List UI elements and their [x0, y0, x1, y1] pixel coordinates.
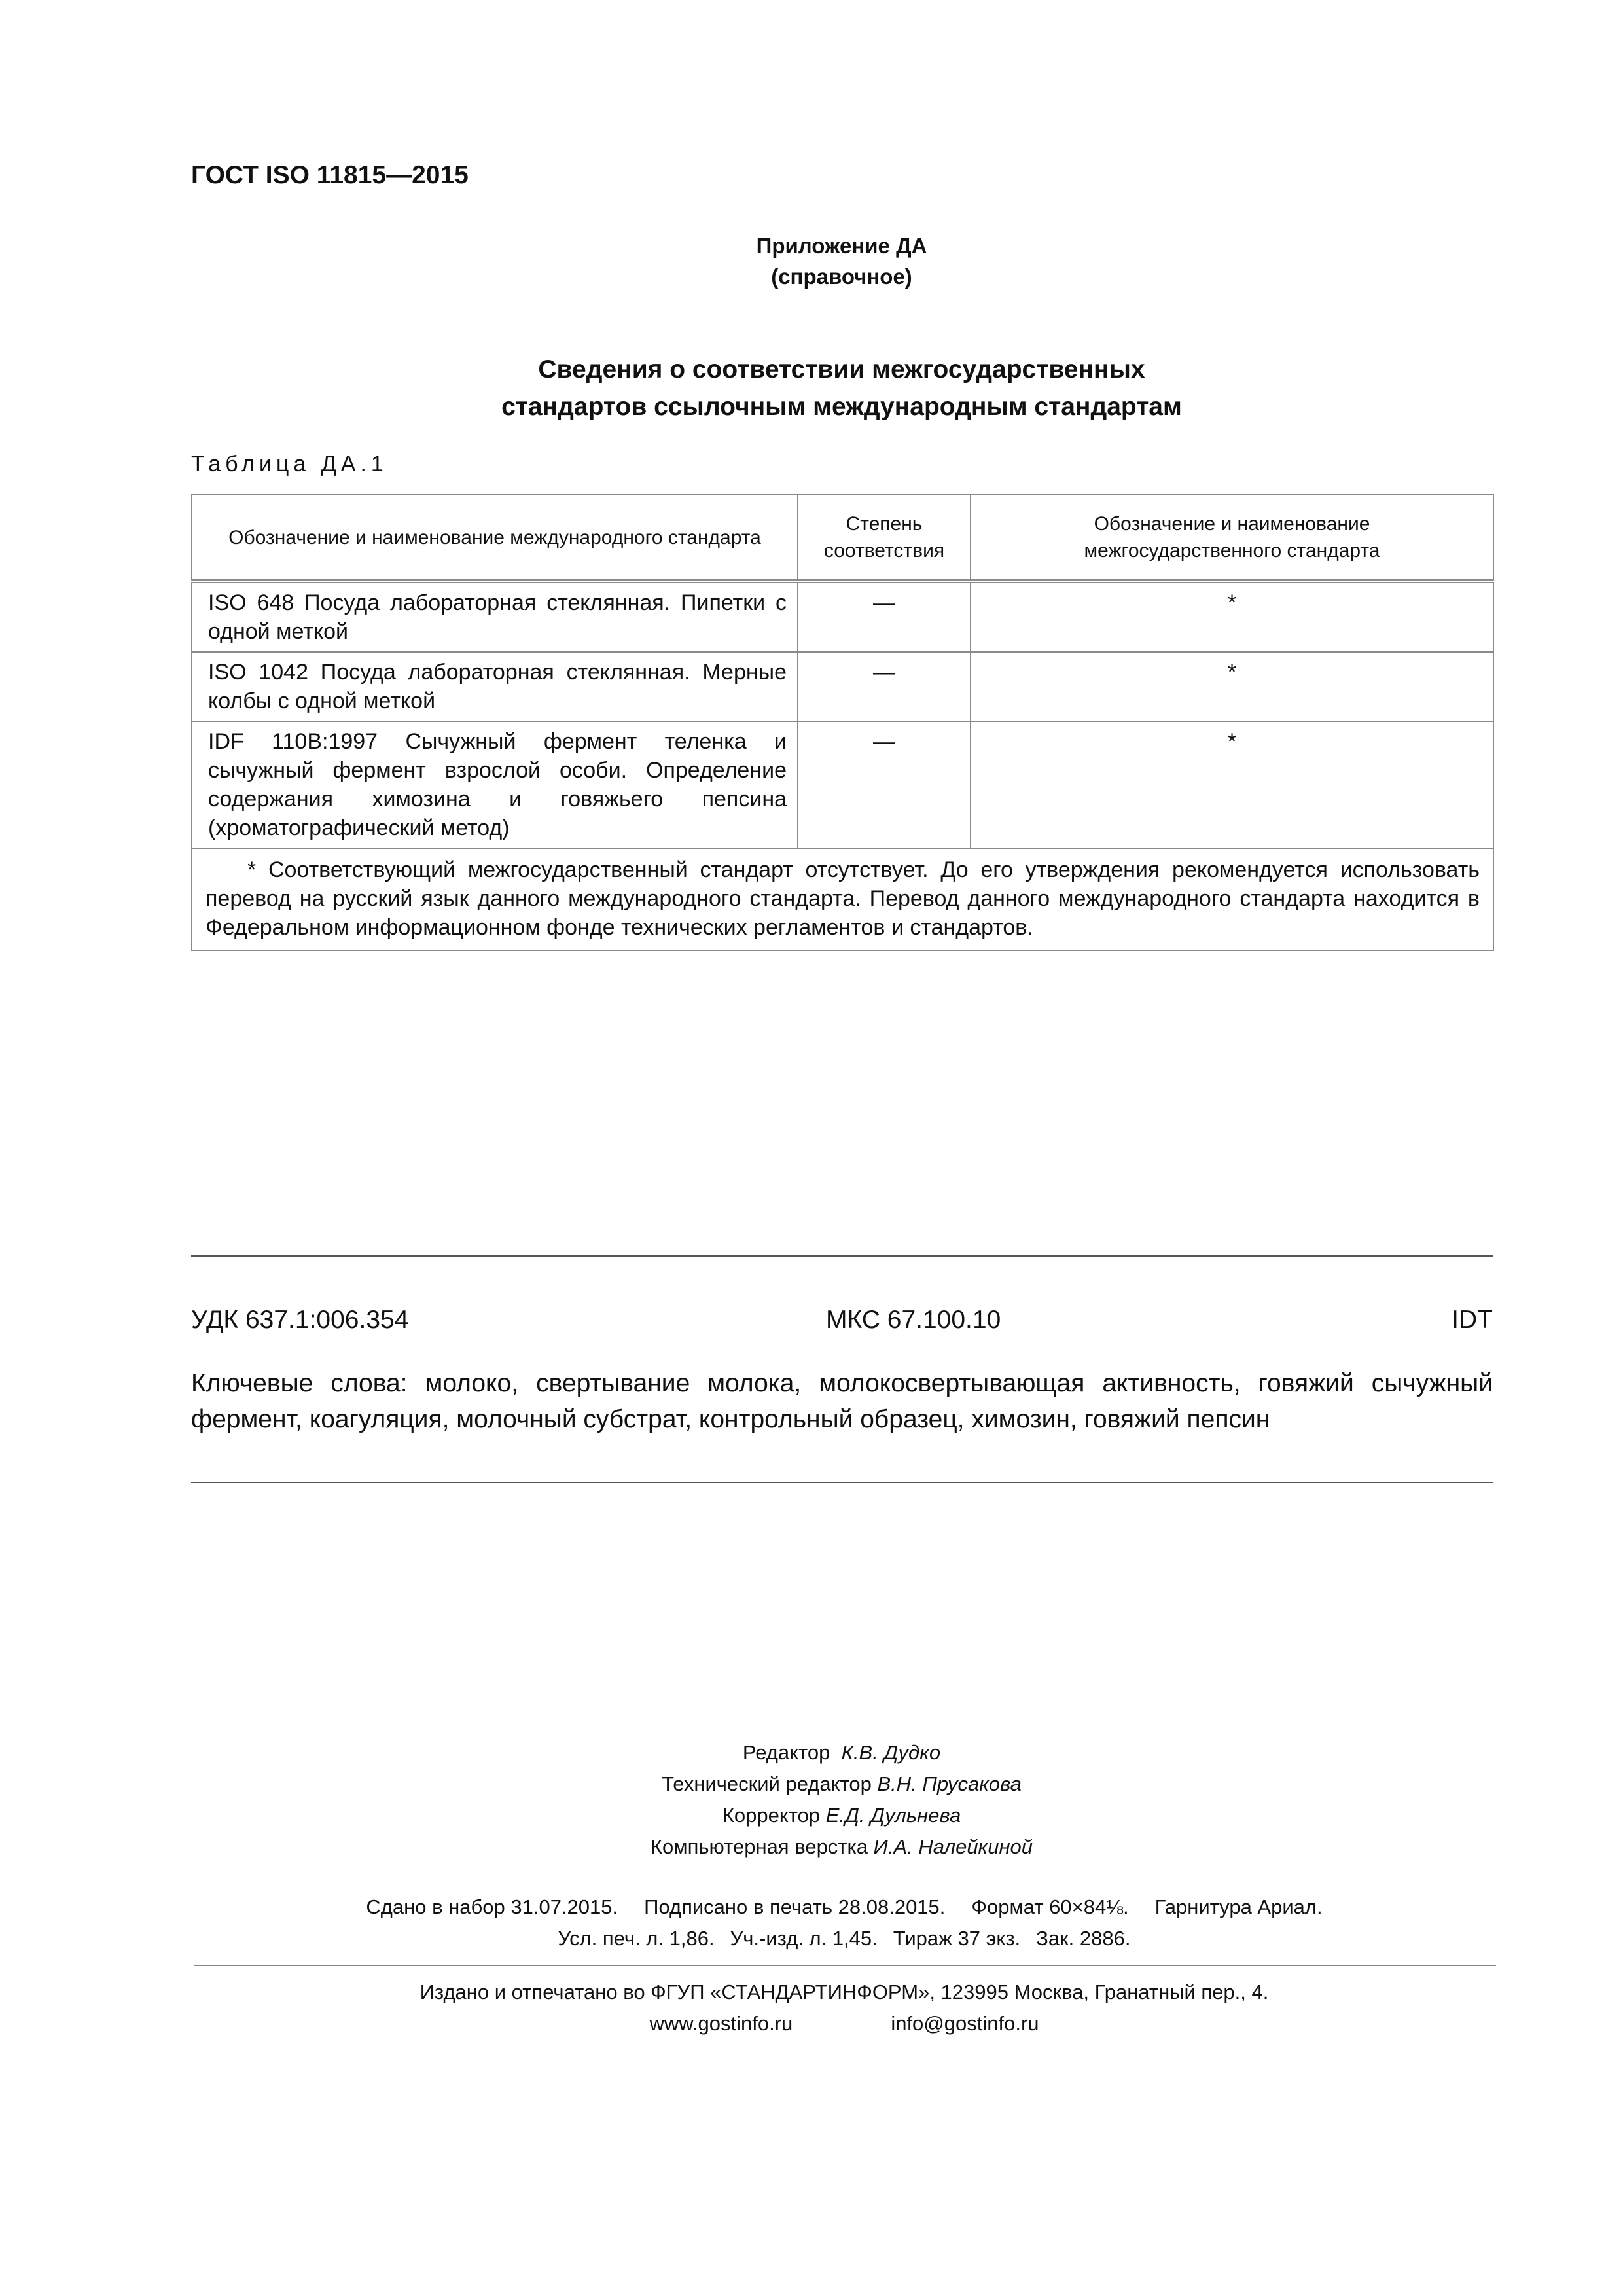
publisher-contacts [308, 2008, 1381, 2039]
credit-name: В.Н. Прусакова [877, 1772, 1022, 1795]
cell-national-standard: * [971, 652, 1493, 721]
cell-national-standard: * [971, 581, 1493, 652]
header-national-standard: Обозначение и наименование межгосударственного стандарта [971, 495, 1493, 581]
credit-name: И.А. Налейкиной [873, 1835, 1033, 1858]
standards-table [191, 494, 1494, 951]
credit-label: Редактор [742, 1741, 830, 1764]
annex-subtitle: (справочное) [771, 264, 912, 289]
page-title-line-2: стандартов ссылочным международным стандартам [501, 393, 1182, 421]
credit-label: Корректор [722, 1804, 821, 1827]
annex-heading [191, 230, 1492, 292]
page-title-line-1: Сведения о соответствии межгосударственных [538, 355, 1145, 384]
divider-bottom [191, 1482, 1493, 1483]
table-note-row [192, 848, 1493, 950]
cell-degree: — [798, 581, 971, 652]
table-row [192, 581, 1493, 652]
credits [438, 1737, 1245, 1863]
credit-name: К.В. Дудко [841, 1741, 941, 1764]
mks-code: МКС 67.100.10 [826, 1306, 1001, 1334]
publisher-line: Издано и отпечатано во ФГУП «СТАНДАРТИНФОРМ», 123995 Москва, Гранатный пер., 4. [419, 1981, 1269, 2003]
credit-layout [438, 1831, 1245, 1863]
print-format: Формат 60×84⅛. [971, 1895, 1129, 1918]
credit-name: Е.Д. Дульнева [825, 1804, 961, 1827]
publisher-website[interactable]: www.gostinfo.ru [649, 2012, 793, 2035]
printed-sheets: Усл. печ. л. 1,86. [558, 1927, 715, 1950]
table-header-row [192, 495, 1493, 581]
udk-code: УДК 637.1:006.354 [191, 1306, 409, 1334]
cell-degree: — [798, 721, 971, 848]
order-number: Зак. 2886. [1036, 1927, 1131, 1950]
header-intl-standard: Обозначение и наименование международного стандарта [192, 495, 798, 581]
idt-code: IDT [1452, 1306, 1493, 1334]
cell-degree: — [798, 652, 971, 721]
header-degree: Степень соответствия [798, 495, 971, 581]
annex-title: Приложение ДА [756, 234, 927, 258]
table-footnote: * Соответствующий межгосударственный стандарт отсутствует. До его утверждения рекомендуется использовать перевод на русский язык данного международного стандарта. Перевод данного международного стандарта находится в Федеральном информационном фонде технических регламентов и стандартов. [192, 848, 1493, 950]
cell-national-standard: * [971, 721, 1493, 848]
divider-publisher [194, 1965, 1496, 1966]
print-info [308, 1892, 1381, 1954]
credit-label: Технический редактор [662, 1772, 872, 1795]
page-title [191, 351, 1492, 425]
credit-corrector [438, 1800, 1245, 1831]
credit-editor [438, 1737, 1245, 1768]
publisher-email[interactable]: info@gostinfo.ru [891, 2012, 1039, 2035]
credit-tech-editor [438, 1768, 1245, 1800]
document-code: ГОСТ ISO 11815—2015 [191, 161, 469, 189]
publisher-sheets: Уч.-изд. л. 1,45. [730, 1927, 878, 1950]
credit-label: Компьютерная верстка [651, 1835, 868, 1858]
divider-top [191, 1255, 1493, 1257]
signed-date: Подписано в печать 28.08.2015. [644, 1895, 946, 1918]
typeface: Гарнитура Ариал. [1154, 1895, 1323, 1918]
table-row [192, 652, 1493, 721]
cell-intl-standard: ISO 648 Посуда лабораторная стеклянная. Пипетки с одной меткой [192, 581, 798, 652]
table-row [192, 721, 1493, 848]
cell-intl-standard: IDF 110B:1997 Сычужный фермент теленка и сычужный фермент взрослой особи. Определение содержания химозина и говяжьего пепсина (хроматографический метод) [192, 721, 798, 848]
typeset-date: Сдано в набор 31.07.2015. [366, 1895, 618, 1918]
print-run: Тираж 37 экз. [893, 1927, 1021, 1950]
print-info-line-2 [308, 1923, 1381, 1954]
print-info-line-1 [308, 1892, 1381, 1923]
publisher-info [308, 1977, 1381, 2039]
keywords: Ключевые слова: молоко, свертывание молока, молокосвертывающая активность, говяжий сычужный фермент, коагуляция, молочный субстрат, контрольный образец, химозин, говяжий пепсин [191, 1369, 1493, 1433]
cell-intl-standard: ISO 1042 Посуда лабораторная стеклянная. Мерные колбы с одной меткой [192, 652, 798, 721]
table-label: Таблица ДА.1 [191, 452, 388, 476]
